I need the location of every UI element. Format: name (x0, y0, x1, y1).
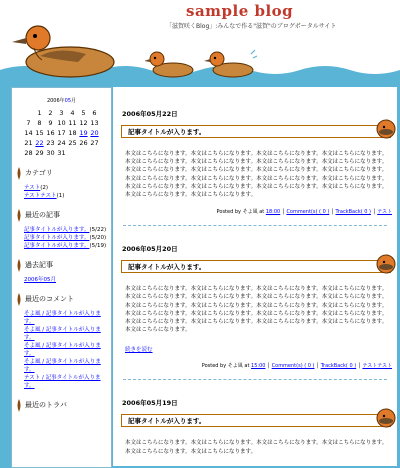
entry-body: 本文はこちらになります。本文はこちらになります。本文はこちらになります。本文はこちらになります。本文はこちらになります。本文はこちらになります。本文はこちらになります。本文はこちらになります。本文はこちらになります。本文はこちらになります。本文はこちらになります。本文はこちらになります。本文はこちらになります。本文はこちらになります。本文はこちらになります。本文はこちらになります。本文はこちらになります。本文はこちらになります。本文はこちらになります。本文はこちらになります。本文はこちらになります。本文はこちらになります。 (125, 151, 388, 199)
item-count: (5/20) (89, 235, 107, 241)
calendar-day: 8 (37, 119, 42, 127)
calendar-day: 10 (57, 119, 66, 127)
calendar-day: 29 (35, 149, 44, 157)
sidebar (11, 87, 112, 468)
trackback-link[interactable]: TrackBack( 0 ) (320, 363, 357, 370)
calendar-day: 13 (90, 119, 99, 127)
calendar-day (78, 148, 89, 158)
entry-body: 本文はこちらになります。本文はこちらになります。本文はこちらになります。本文はこちらになります。本文はこちらになります。本文はこちらになります。 (125, 440, 388, 455)
feather-icon (16, 293, 22, 306)
calendar (23, 108, 100, 158)
site-subtitle: 「滋賀咲くBlog」:みんなで作る"滋賀"のブログポータルサイト (166, 23, 337, 30)
calendar-day: 7 (26, 119, 31, 127)
calendar-month-link[interactable]: 05 (64, 98, 72, 104)
category-link[interactable]: テストテスト (362, 363, 392, 370)
calendar-day: 6 (92, 109, 97, 117)
entry-title-bar (121, 125, 391, 138)
feather-icon (16, 399, 22, 412)
list-item (24, 242, 111, 250)
calendar-day: 31 (57, 149, 66, 157)
list-item (24, 310, 111, 326)
recent-list (24, 226, 111, 250)
item-count: (2) (40, 185, 49, 191)
calendar-day: 25 (68, 139, 77, 147)
calendar-day: 16 (46, 129, 55, 137)
entry-divider (123, 225, 387, 226)
trackback-section (12, 398, 111, 412)
sidebar-link[interactable]: 記事タイトルが入ります。 (24, 243, 90, 249)
calendar-day: 1 (37, 109, 42, 117)
duck-title-icon (376, 254, 396, 274)
entry-date: 2006年05月22日 (122, 110, 178, 118)
calendar-day: 11 (68, 119, 77, 127)
entry-footer: Posted by そよ風 at 15:00 │ Comment(s) ( 0 ) │ TrackBack( 0 ) │ テストテスト (201, 363, 392, 370)
calendar-day (67, 148, 78, 158)
calendar-day: 4 (70, 109, 75, 117)
comments-section (12, 292, 111, 390)
sidebar-link[interactable]: そよ風 / 記事タイトルが入ります。 (24, 343, 101, 357)
calendar-day[interactable]: 19 (79, 129, 88, 137)
calendar-day: 18 (68, 129, 77, 137)
recent-section (12, 208, 111, 250)
item-count: (5/22) (89, 227, 107, 233)
calendar-day: 15 (35, 129, 44, 137)
calendar-day[interactable]: 22 (35, 139, 44, 147)
list-item (24, 234, 111, 242)
entry-footer: Posted by そよ風 at 18:00 │ Comment(s) ( 0 ) │ TrackBack( 0 ) │ テスト (216, 209, 392, 216)
feather-icon (16, 259, 22, 272)
big-duck-icon (8, 18, 118, 80)
trackback-title: 最近のトラバ (25, 401, 67, 409)
entry-title[interactable]: 記事タイトルが入ります。 (128, 128, 206, 136)
calendar-day: 27 (90, 139, 99, 147)
at-label: at (259, 209, 265, 216)
category-link[interactable]: テスト (377, 209, 392, 216)
sidebar-link[interactable]: 記事タイトルが入ります。 (24, 235, 90, 241)
site-title[interactable]: sample blog (186, 2, 294, 20)
list-item (24, 276, 111, 284)
sidebar-link[interactable]: そよ風 / 記事タイトルが入ります。 (24, 327, 101, 341)
feather-icon (16, 209, 22, 222)
archive-list (24, 276, 111, 284)
list-item (24, 358, 111, 374)
time-link[interactable]: 18:00 (265, 209, 281, 216)
list-item (24, 184, 111, 192)
entry-title-bar (121, 260, 391, 273)
sidebar-link[interactable]: テスト (24, 185, 41, 191)
sidebar-link[interactable]: テストテスト (24, 193, 57, 199)
calendar-day (23, 108, 34, 118)
sidebar-link[interactable]: テスト / 記事タイトルが入ります。 (24, 375, 101, 389)
list-item (24, 192, 111, 200)
blog-entry (113, 109, 397, 226)
comments-list (24, 310, 111, 390)
calendar-day: 21 (24, 139, 33, 147)
comments-title: 最近のコメント (25, 295, 74, 303)
calendar-day (89, 148, 100, 158)
main-content (113, 87, 397, 466)
category-list (24, 184, 111, 200)
calendar-day: 28 (24, 149, 33, 157)
calendar-title: 2006年05月 (46, 98, 77, 104)
category-title: カテゴリ (25, 169, 53, 177)
entry-date: 2006年05月19日 (122, 399, 178, 408)
category-section (12, 166, 111, 200)
archive-title: 過去記事 (25, 261, 53, 269)
sidebar-link[interactable]: 2006年05月 (24, 277, 56, 283)
list-item (24, 342, 111, 358)
calendar-day: 9 (48, 119, 53, 127)
archive-section (12, 258, 111, 284)
author: そよ風 (227, 363, 243, 370)
duck-title-icon (376, 119, 396, 139)
feather-icon (16, 167, 22, 180)
posted-by-label: Posted by (216, 209, 241, 216)
sidebar-link[interactable]: そよ風 / 記事タイトルが入ります。 (24, 311, 101, 325)
list-item (24, 326, 111, 342)
calendar-day: 30 (46, 149, 55, 157)
comments-link[interactable]: Comment(s) ( 0 ) (271, 363, 315, 370)
calendar-day: 14 (24, 129, 33, 137)
calendar-day: 3 (59, 109, 64, 117)
entry-title-bar (121, 414, 391, 427)
calendar-day: 17 (57, 129, 66, 137)
time-link[interactable]: 15:00 (251, 363, 266, 370)
posted-by-label: Posted by (201, 363, 227, 370)
sidebar-link[interactable]: そよ風 / 記事タイトルが入ります。 (24, 359, 101, 373)
at-label: at (244, 363, 250, 370)
duck-title-icon (376, 408, 396, 428)
entry-title[interactable]: 記事タイトルが入ります。 (128, 417, 206, 426)
entry-divider (123, 379, 387, 380)
comments-link[interactable]: Comment(s) ( 0 ) (286, 209, 330, 216)
calendar-day: 24 (57, 139, 66, 147)
blog-entry (113, 244, 397, 380)
author: そよ風 (242, 209, 258, 216)
item-count: (1) (56, 193, 65, 199)
entry-body: 本文はこちらになります。本文はこちらになります。本文はこちらになります。本文はこちらになります。本文はこちらになります。本文はこちらになります。本文はこちらになります。本文はこちらになります。本文はこちらになります。本文はこちらになります。本文はこちらになります。本文はこちらになります。本文はこちらになります。本文はこちらになります。本文はこちらになります。本文はこちらになります。本文はこちらになります。本文はこちらになります。本文はこちらになります。本文はこちらになります。本文はこちらになります。 (125, 286, 388, 334)
calendar-day: 26 (79, 139, 88, 147)
middle-duck-icon (145, 48, 195, 78)
sidebar-link[interactable]: 記事タイトルが入ります。 (24, 227, 90, 233)
list-item (24, 374, 111, 390)
calendar-day: 12 (79, 119, 88, 127)
small-duck-icon (203, 48, 257, 78)
calendar-day: 2 (48, 109, 53, 117)
calendar-day[interactable]: 20 (90, 129, 99, 137)
entry-title[interactable]: 記事タイトルが入ります。 (128, 263, 206, 272)
read-more-link[interactable]: 続きを読む (125, 347, 153, 354)
blog-entry (113, 398, 397, 455)
list-item (24, 226, 111, 234)
calendar-day: 23 (46, 139, 55, 147)
calendar-day: 5 (81, 109, 86, 117)
recent-title: 最近の記事 (25, 211, 60, 219)
entry-date: 2006年05月20日 (122, 245, 178, 254)
item-count: (5/19) (89, 243, 107, 249)
trackback-link[interactable]: TrackBack( 0 ) (335, 209, 371, 216)
